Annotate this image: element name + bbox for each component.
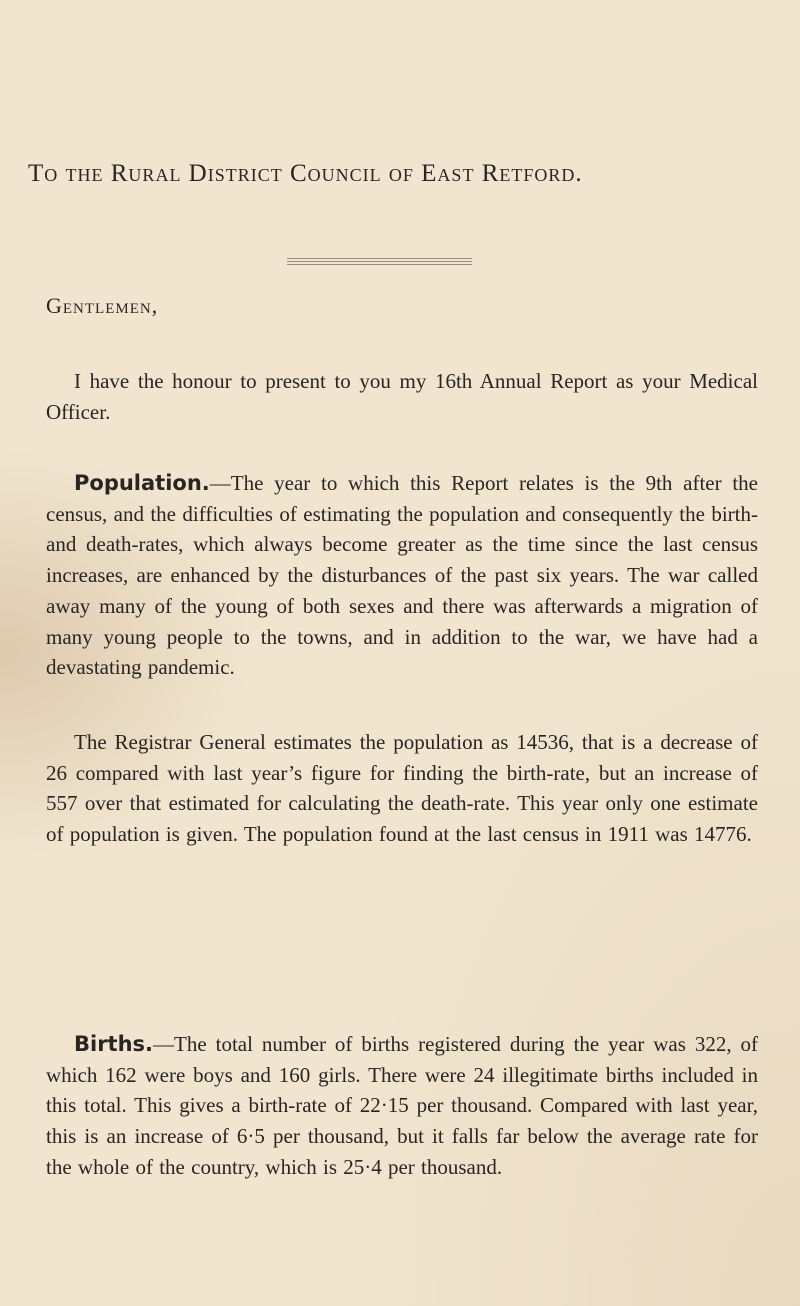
- population-text: —The year to which this Report relates is the 9th after the census, and the difficulties of estimating the population and consequently the birth- and death-rates, which always become greater as the time since the last census increases, are enhanced by the disturbances of the past six years. The war called away many of the young of both sexes and there was afterwards a migration of many young people to the towns, and in addition to the war, we have had a devastating pandemic.: [46, 471, 758, 680]
- births-heading: Births.: [74, 1032, 154, 1056]
- intro-paragraph: I have the honour to present to you my 16th Annual Report as your Medical Officer.: [46, 369, 758, 424]
- heading-divider: [287, 258, 472, 267]
- population-paragraph: [46, 468, 758, 683]
- registrar-paragraph: The Registrar General estimates the population as 14536, that is a decrease of 26 compared with last year’s figure for finding the birth-rate, but an increase of 557 over that estimated for calculating the death-rate. This year only one estimate of population is given. The population found at the last census in 1911 was 14776.: [46, 730, 758, 847]
- population-heading: Population.: [74, 471, 210, 495]
- letter-heading: To the Rural District Council of East Retford.: [28, 160, 583, 187]
- births-text: —The total number of births registered during the year was 322, of which 162 were boys and 160 girls. There were 24 illegitimate births included in this total. This gives a birth-rate of 22·15 per thousand. Compared with last year, this is an increase of 6·5 per thousand, but it falls far below the average rate for the whole of the country, which is 25·4 per thousand.: [46, 1032, 758, 1179]
- salutation: Gentlemen,: [46, 293, 159, 318]
- births-paragraph: [46, 1029, 758, 1183]
